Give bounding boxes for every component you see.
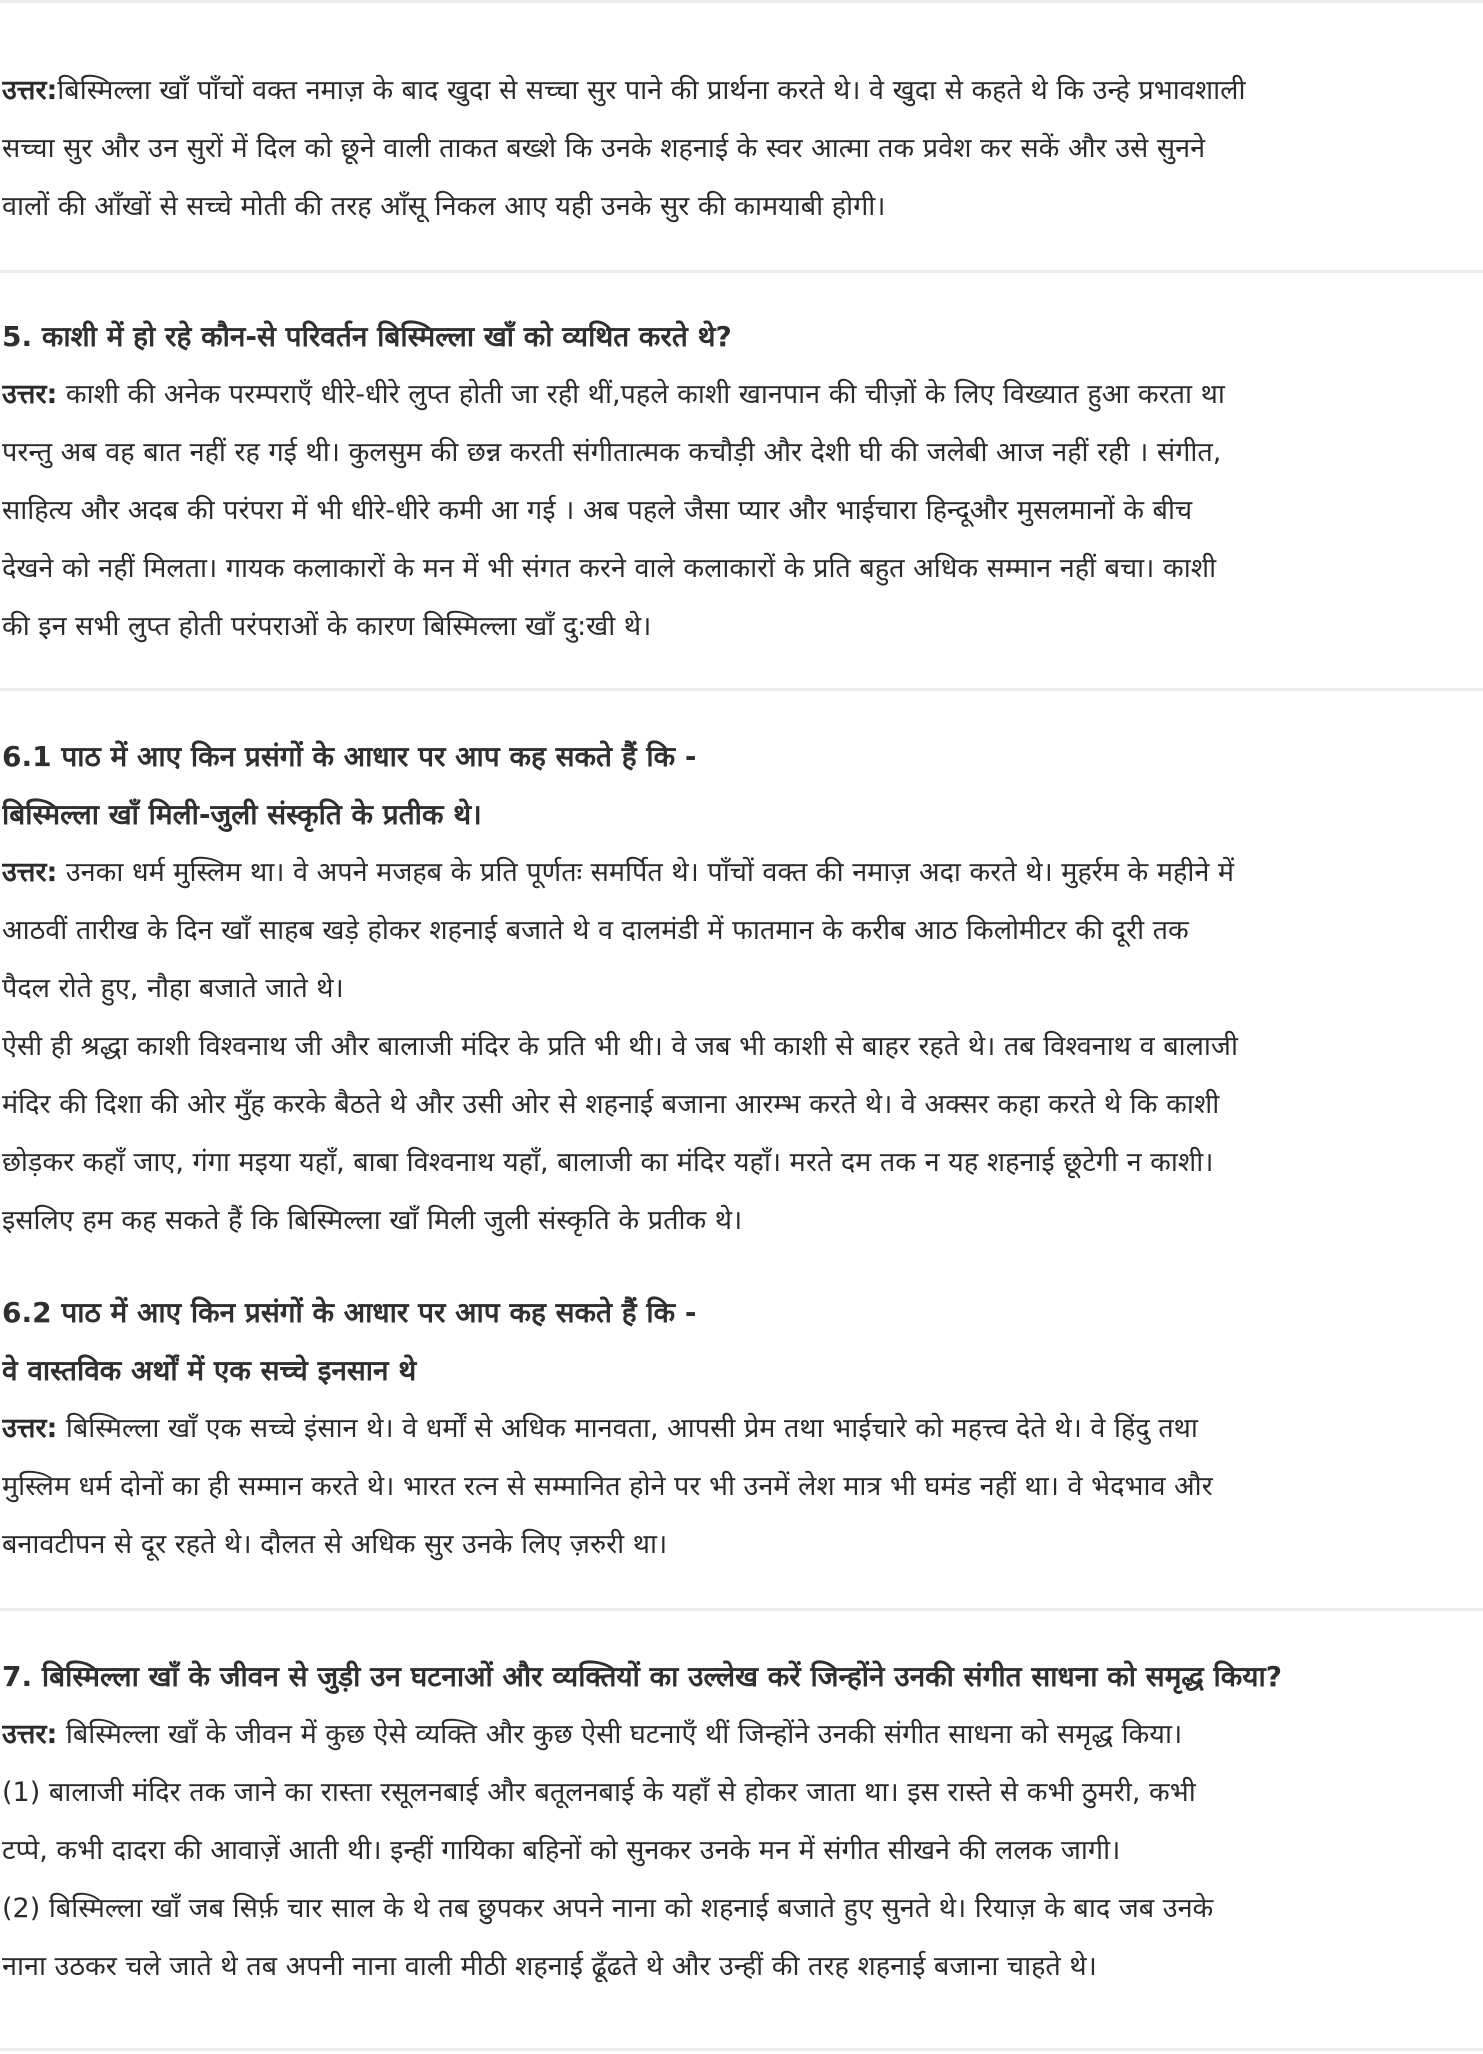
answer-line: [2, 844, 1454, 902]
answer-line: ऐसी ही श्रद्धा काशी विश्वनाथ जी और बालाजी मंदिर के प्रति भी थी। वे जब भी काशी से बाहर रहते थे। तब विश्वनाथ व बालाजी: [2, 1031, 1238, 1062]
question-5-section: [2, 308, 1454, 656]
answer-text: बिस्मिल्ला खाँ के जीवन में कुछ ऐसे व्यक्ति और कुछ ऐसी घटनाएँ थीं जिन्होंने उनकी संगीत साधना को समृद्ध किया।: [57, 1719, 1183, 1750]
answer-line: परन्तु अब वह बात नहीं रह गई थी। कुलसुम की छन्न करती संगीतात्मक कचौड़ी और देशी घी की जलेबी आज नहीं रही । संगीत,: [2, 437, 1222, 468]
answer-line: [2, 62, 1454, 120]
answer-label: उत्तर:: [2, 857, 58, 888]
answer-line: आठवीं तारीख के दिन खाँ साहब खड़े होकर शहनाई बजाते थे व दालमंडी में फातमान के करीब आठ किलोमीटर की दूरी तक: [2, 915, 1189, 946]
answer-line: टप्पे, कभी दादरा की आवाज़ें आती थी। इन्हीं गायिका बहिनों को सुनकर उनके मन में संगीत सीखने की ललक जागी।: [2, 1835, 1121, 1866]
section-divider: [0, 688, 1483, 691]
section-divider: [0, 1608, 1483, 1611]
answer-line: पैदल रोते हुए, नौहा बजाते जाते थे।: [2, 973, 344, 1004]
answer-line: [2, 1706, 1454, 1764]
question-heading: बिस्मिल्ला खाँ मिली-जुली संस्कृति के प्रतीक थे।: [2, 798, 482, 831]
answer-line: बनावटीपन से दूर रहते थे। दौलत से अधिक सुर उनके लिए ज़रुरी था।: [2, 1529, 668, 1560]
answer-line: [2, 1400, 1454, 1458]
bottom-divider: [0, 2048, 1483, 2051]
answer-text: उनका धर्म मुस्लिम था। वे अपने मजहब के प्रति पूर्णतः समर्पित थे। पाँचों वक्त की नमाज़ अदा करते थे। मुहर्रम के महीने में: [57, 857, 1235, 888]
answer-text: बिस्मिल्ला खाँ एक सच्चे इंसान थे। वे धर्मों से अधिक मानवता, आपसी प्रेम तथा भाईचारे को महत्त्व देते थे। वे हिंदु तथा: [57, 1413, 1198, 1444]
section-divider: [0, 270, 1483, 273]
question-heading: 6.2 पाठ में आए किन प्रसंगों के आधार पर आप कह सकते हैं कि -: [2, 1296, 697, 1329]
answer-label: उत्तर:: [2, 379, 58, 410]
answer-line: सच्चा सुर और उन सुरों में दिल को छूने वाली ताकत बख्शे कि उनके शहनाई के स्वर आत्मा तक प्रवेश कर सकें और उसे सुनने: [2, 133, 1206, 164]
answer-line: छोड़कर कहाँ जाए, गंगा मइया यहाँ, बाबा विश्वनाथ यहाँ, बालाजी का मंदिर यहाँ। मरते दम तक न यह शहनाई छूटेगी न काशी।: [2, 1147, 1214, 1178]
answer-line: साहित्य और अदब की परंपरा में भी धीरे-धीरे कमी आ गई । अब पहले जैसा प्यार और भाईचारा हिन्दूऔर मुसलमानों के बीच: [2, 495, 1193, 526]
answer-label: उत्तर:: [2, 1719, 58, 1750]
answer-line: की इन सभी लुप्त होती परंपराओं के कारण बिस्मिल्ला खाँ दु:खी थे।: [2, 611, 652, 642]
answer-label: उत्तर:: [2, 75, 58, 106]
answer-line: नाना उठकर चले जाते थे तब अपनी नाना वाली मीठी शहनाई ढूँढते थे और उन्हीं की तरह शहनाई बजाना चाहते थे।: [2, 1951, 1097, 1982]
question-heading: वे वास्तविक अर्थों में एक सच्चे इनसान थे: [2, 1354, 417, 1387]
top-divider: [0, 0, 1483, 3]
answer-text: बिस्मिल्ला खाँ पाँचों वक्त नमाज़ के बाद खुदा से सच्चा सुर पाने की प्रार्थना करते थे। वे खुदा से कहते थे कि उन्हे प्रभावशाली: [57, 75, 1246, 106]
answer-line: [2, 366, 1454, 424]
answer-q4: [2, 62, 1454, 236]
answer-text: काशी की अनेक परम्पराएँ धीरे-धीरे लुप्त होती जा रही थीं,पहले काशी खानपान की चीज़ों के लिए विख्यात हुआ करता था: [57, 379, 1225, 410]
answer-line: (1) बालाजी मंदिर तक जाने का रास्ता रसूलनबाई और बतूलनबाई के यहाँ से होकर जाता था। इस रास्ते से कभी ठुमरी, कभी: [2, 1777, 1196, 1808]
answer-line: मुस्लिम धर्म दोनों का ही सम्मान करते थे। भारत रत्न से सम्मानित होने पर भी उनमें लेश मात्र भी घमंड नहीं था। वे भेदभाव और: [2, 1471, 1213, 1502]
question-heading: 5. काशी में हो रहे कौन-से परिवर्तन बिस्मिल्ला खाँ को व्यथित करते थे?: [2, 320, 732, 353]
answer-line: इसलिए हम कह सकते हैं कि बिस्मिल्ला खाँ मिली जुली संस्कृति के प्रतीक थे।: [2, 1205, 743, 1236]
question-heading: 7. बिस्मिल्ला खाँ के जीवन से जुड़ी उन घटनाओं और व्यक्तियों का उल्लेख करें जिन्होंने उनकी संगीत साधना को समृद्ध किया?: [2, 1660, 1283, 1693]
answer-line: वालों की आँखों से सच्चे मोती की तरह आँसू निकल आए यही उनके सुर की कामयाबी होगी।: [2, 191, 886, 222]
answer-line: (2) बिस्मिल्ला खाँ जब सिर्फ़ चार साल के थे तब छुपकर अपने नाना को शहनाई बजाते हुए सुनते थे। रियाज़ के बाद जब उनके: [2, 1893, 1214, 1924]
question-7-section: [2, 1648, 1454, 1996]
answer-line: देखने को नहीं मिलता। गायक कलाकारों के मन में भी संगत करने वाले कलाकारों के प्रति बहुत अधिक सम्मान नहीं बचा। काशी: [2, 553, 1217, 584]
question-6-2-section: [2, 1284, 1454, 1574]
question-6-1-section: [2, 728, 1454, 1250]
question-heading: 6.1 पाठ में आए किन प्रसंगों के आधार पर आप कह सकते हैं कि -: [2, 740, 697, 773]
answer-label: उत्तर:: [2, 1413, 58, 1444]
answer-line: मंदिर की दिशा की ओर मुँह करके बैठते थे और उसी ओर से शहनाई बजाना आरम्भ करते थे। वे अक्सर कहा करते थे कि काशी: [2, 1089, 1220, 1120]
